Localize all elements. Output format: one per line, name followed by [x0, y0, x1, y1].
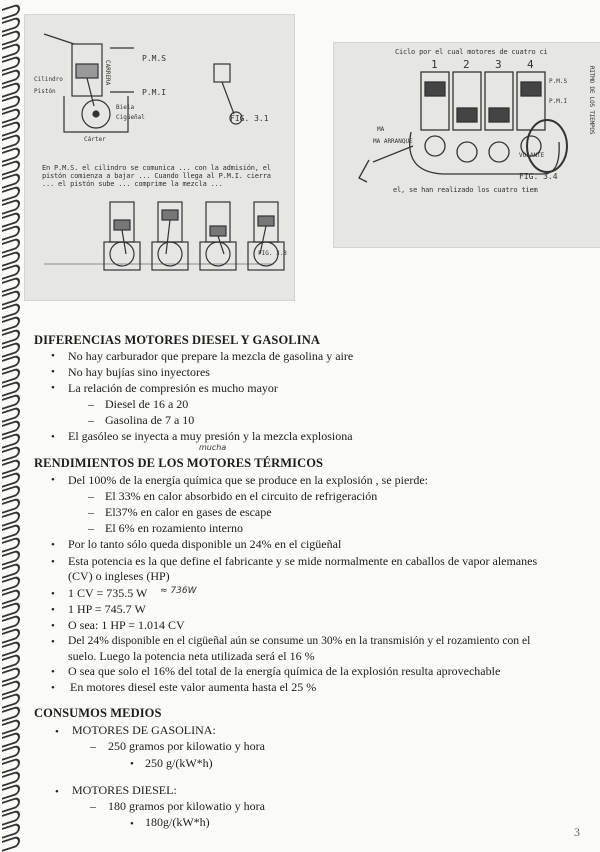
cylinder-number-2: 2	[463, 58, 470, 71]
handwritten-note-mucha: mucha	[199, 443, 227, 452]
label-cilindro: Cilindro	[34, 76, 63, 83]
rend-item-aprovechable: O sea que solo el 16% del total de la energía química de la explosión resulta aprovechable	[68, 664, 501, 678]
spiral-binding	[0, 0, 22, 848]
consumo-gasolina-label: MOTORES DE GASOLINA:	[72, 723, 216, 737]
bullet-dot: •	[51, 382, 55, 394]
handwritten-cv-note: ≈ 736W	[160, 586, 197, 596]
loss-refrigeracion: El 33% en calor absorbido en el circuito de refrigeración	[105, 489, 378, 503]
rend-item-diesel: En motores diesel este valor aumenta hasta el 25 %	[70, 680, 317, 694]
bullet-dot: •	[55, 786, 59, 798]
dash-marker: –	[90, 739, 96, 753]
rend-item-cv: 1 CV = 735.5 W	[68, 586, 148, 600]
label-ciguenal: Cigüeñal	[116, 114, 145, 121]
diesel-item-1: No hay carburador que prepare la mezcla de gasolina y aire	[68, 349, 354, 363]
diesel-subitem-1: Diesel de 16 a 20	[105, 397, 189, 411]
consumo-gasolina-line: 250 gramos por kilowatio y hora	[108, 739, 265, 753]
bullet-dot: •	[51, 636, 55, 648]
rend-item-transmision-cont: suelo. Luego la potencia neta utilizada será el 16 %	[68, 649, 315, 663]
diesel-item-3: La relación de compresión es mucho mayor	[68, 381, 278, 395]
fig-caption-3-4: FIG. 3.4	[519, 172, 558, 181]
bullet-dot: •	[51, 556, 55, 568]
dash-marker: –	[88, 505, 94, 519]
loss-rozamiento: El 6% en rozamiento interno	[105, 521, 243, 535]
section-title-rendimientos: RENDIMIENTOS DE LOS MOTORES TÉRMICOS	[34, 456, 324, 470]
label-biela: Biela	[116, 104, 135, 111]
consumo-diesel-line: 180 gramos por kilowatio y hora	[108, 799, 265, 813]
bullet-dot: •	[51, 350, 55, 362]
label-pmi-right: P.M.I	[549, 98, 568, 105]
section-title-consumos: CONSUMOS MEDIOS	[34, 706, 162, 720]
diesel-subitem-2: Gasolina de 7 a 10	[105, 413, 195, 427]
four-cylinder-drawing	[333, 42, 600, 248]
label-pms-right: P.M.S	[549, 78, 568, 85]
dash-marker: –	[88, 489, 94, 503]
fig-caption-3-1: FIG. 3.1	[230, 114, 269, 123]
fig-caption-3-3: FIG. 3.3	[258, 250, 287, 257]
dash-marker: –	[88, 397, 94, 411]
consumo-gasolina-value: 250 g/(kW*h)	[145, 756, 213, 770]
rend-item-2: Esta potencia es la que define el fabricante y se mide normalmente en caballos de vapor alemanes	[68, 554, 538, 568]
label-volante: VOLANTE	[519, 152, 545, 159]
rend-item-1: Por lo tanto sólo queda disponible un 24% en el cigüeñal	[68, 537, 342, 551]
consumo-diesel-label: MOTORES DIESEL:	[72, 783, 177, 797]
bullet-dot: •	[55, 726, 59, 738]
bullet-dot: •	[51, 539, 55, 551]
fig-note-text: En P.M.S. el cilindro se comunica ... con la admisión, el pistón comienza a bajar ... Cuando llega al P.M.I. cierra ... el pistón sube ... comprime la mezcla ...	[42, 164, 271, 188]
bullet-dot: •	[51, 666, 55, 678]
side-vertical-text: RITMO DE LOS TIEMPOS	[588, 66, 595, 135]
label-piston: Pistón	[34, 88, 56, 95]
diesel-item-2: No hay bujías sino inyectores	[68, 365, 210, 379]
rend-item-2-cont: (CV) o ingleses (HP)	[68, 569, 170, 583]
label-carrera: CARRERA	[104, 60, 111, 86]
section-title-diesel: DIFERENCIAS MOTORES DIESEL Y GASOLINA	[34, 333, 320, 347]
fig-note-right: el, se han realizado los cuatro tiem	[393, 186, 538, 194]
loss-escape: El37% en calor en gases de escape	[105, 505, 272, 519]
bullet-dot: •	[51, 604, 55, 616]
rend-intro: Del 100% de la energía química que se produce en la explosión , se pierde:	[68, 473, 428, 487]
bullet-dot: •	[51, 431, 55, 443]
label-ma: MA	[377, 126, 385, 133]
engine-diagram-figure	[24, 14, 295, 301]
rend-item-osea: O sea: 1 HP = 1.014 CV	[68, 618, 185, 632]
cylinder-number-1: 1	[431, 58, 438, 71]
dash-marker: –	[88, 521, 94, 535]
four-cylinder-diagram-figure	[333, 42, 600, 248]
page-number: 3	[574, 825, 580, 839]
rend-item-hp: 1 HP = 745.7 W	[68, 602, 146, 616]
dash-marker: –	[88, 413, 94, 427]
bullet-dot: •	[51, 366, 55, 378]
bullet-dot: •	[51, 682, 55, 694]
fig-header-text: Ciclo por el cual motores de cuatro ci	[395, 48, 548, 56]
diesel-item-4: El gasóleo se inyecta a muy presión y la mezcla explosiona	[68, 429, 353, 443]
label-arranque: MA ARRANQUE	[373, 138, 413, 145]
cylinder-number-3: 3	[495, 58, 502, 71]
bullet-dot: •	[130, 758, 134, 770]
label-carter: Cárter	[84, 136, 106, 143]
bullet-dot: •	[130, 818, 134, 830]
label-pmi: P.M.I	[142, 88, 167, 97]
dash-marker: –	[90, 799, 96, 813]
cylinder-number-4: 4	[527, 58, 534, 71]
bullet-dot: •	[51, 588, 55, 600]
consumo-diesel-value: 180g/(kW*h)	[145, 815, 210, 829]
bullet-dot: •	[51, 474, 55, 486]
rend-item-transmision: Del 24% disponible en el cigüeñal aún se consume un 30% en la transmisión y el rozamiento con el	[68, 634, 531, 647]
label-pms: P.M.S	[142, 54, 167, 63]
bullet-dot: •	[51, 620, 55, 632]
